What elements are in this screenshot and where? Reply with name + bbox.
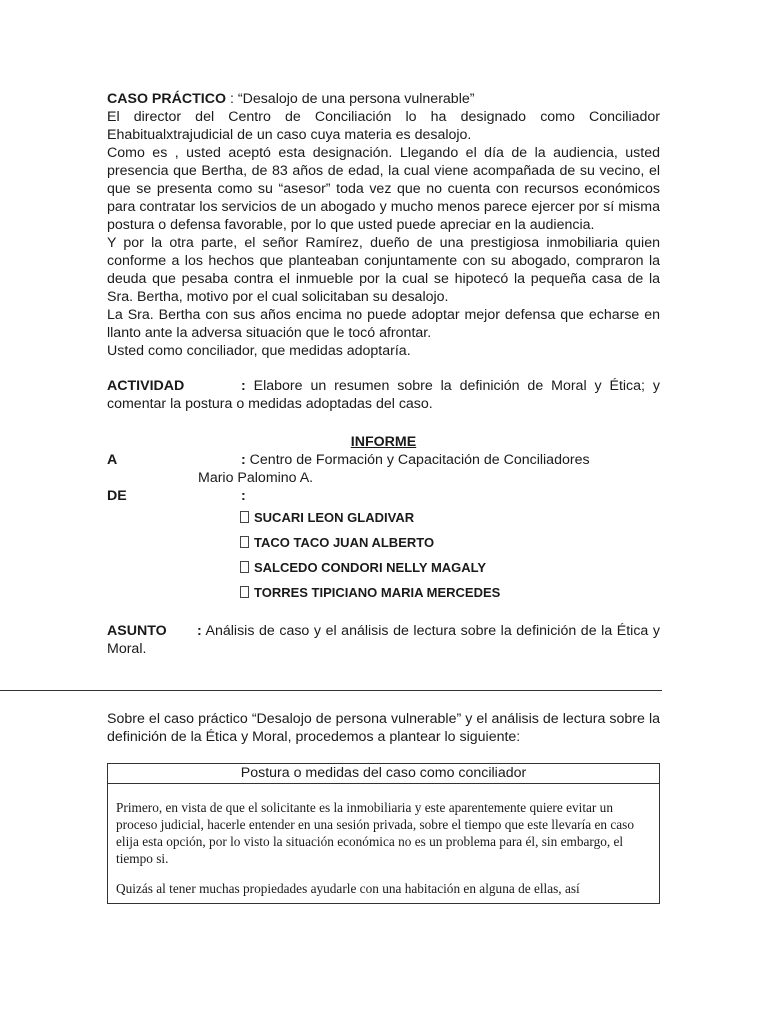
checkbox-glyph-icon [240, 561, 249, 573]
checkbox-glyph-icon [240, 586, 249, 598]
intro-paragraph: Sobre el caso práctico “Desalojo de persona vulnerable” y el análisis de lectura sobre la definición de la Ética y Moral, procedemos a plantear lo siguiente: [107, 711, 660, 745]
report-from-row [107, 487, 660, 505]
case-paragraph-2: Como es , usted aceptó esta designación. Llegando el día de la audiencia, usted presencia que Bertha, de 83 años de edad, la cual viene acompañada de su vecino, el que se presenta como su “asesor” toda vez que no cuenta con recursos económicos para contratar los servicios de un abogado y mucho menos parece ejercer por sí misma postura o defensa favorable, por lo que usted puede apreciar en la audiencia. [107, 145, 660, 233]
author-item [240, 505, 660, 530]
analysis-table [107, 763, 660, 904]
subject-label: ASUNTO [107, 623, 167, 639]
table-paragraph-2: Quizás al tener muchas propiedades ayudarle con una habitación en alguna de ellas, así [116, 881, 580, 896]
author-item [240, 530, 660, 555]
author-name: TACO TACO JUAN ALBERTO [254, 535, 435, 550]
horizontal-divider [0, 690, 662, 691]
activity-text: Elabore un resumen sobre la definición de Moral y Ética; y comentar la postura o medidas adoptadas del caso. [107, 378, 660, 412]
report-from-label: DE [107, 488, 127, 504]
author-name: SUCARI LEON GLADIVAR [254, 510, 415, 525]
document-body [107, 90, 660, 658]
subject-text: Análisis de caso y el análisis de lectura sobre la definición de la Ética y Moral. [107, 623, 660, 657]
case-paragraph-3: Y por la otra parte, el señor Ramírez, dueño de una prestigiosa inmobiliaria quien conforme a los hechos que planteaban conjuntamente con su abogado, compraron la deuda que pesaba contra el inmueble por la cual se hipotecó la pequeña casa de la Sra. Bertha, motivo por el cual solicitaban su desalojo. [107, 235, 660, 305]
subject-colon: : [197, 623, 202, 639]
report-to-colon: : [241, 452, 246, 468]
author-name: TORRES TIPICIANO MARIA MERCEDES [254, 585, 501, 600]
case-subtitle: : “Desalojo de una persona vulnerable” [226, 91, 475, 107]
report-to-name: Mario Palomino A. [198, 470, 314, 486]
activity-colon: : [241, 378, 246, 394]
table-header: Postura o medidas del caso como conciliador [108, 764, 659, 784]
intro-section [107, 710, 660, 746]
case-paragraph-4: La Sra. Bertha con sus años encima no puede adoptar mejor defensa que echarse en llanto ante la adversa situación que le tocó afrontar. [107, 307, 660, 341]
report-to-row [107, 451, 660, 469]
activity-section [107, 377, 660, 413]
report-to-label: A [107, 452, 118, 468]
case-title: CASO PRÁCTICO [107, 91, 227, 107]
subject-section [107, 622, 660, 658]
case-heading [107, 90, 660, 108]
activity-label: ACTIVIDAD [107, 378, 185, 394]
table-paragraph-1: Primero, en vista de que el solicitante es la inmobiliaria y este aparentemente quiere evitar un proceso judicial, hacerle entender en una sesión privada, sobre el tiempo que este llevaría en caso elija esta opción, por lo visto la situación económica no es un problema para él, sin embargo, el tiempo si. [116, 800, 634, 866]
report-title: INFORME [350, 434, 417, 450]
case-paragraph-1: El director del Centro de Conciliación lo ha designado como Conciliador Ehabitualxtrajudicial de un caso cuya materia es desalojo. [107, 109, 660, 143]
author-list [240, 505, 660, 605]
case-paragraph-5: Usted como conciliador, que medidas adoptaría. [107, 343, 411, 359]
author-item [240, 555, 660, 580]
report-to-text: Centro de Formación y Capacitación de Conciliadores [245, 452, 590, 468]
table-body [108, 784, 659, 897]
checkbox-glyph-icon [240, 536, 249, 548]
report-from-colon: : [241, 488, 246, 504]
author-name: SALCEDO CONDORI NELLY MAGALY [254, 560, 487, 575]
author-item [240, 580, 660, 605]
checkbox-glyph-icon [240, 511, 249, 523]
